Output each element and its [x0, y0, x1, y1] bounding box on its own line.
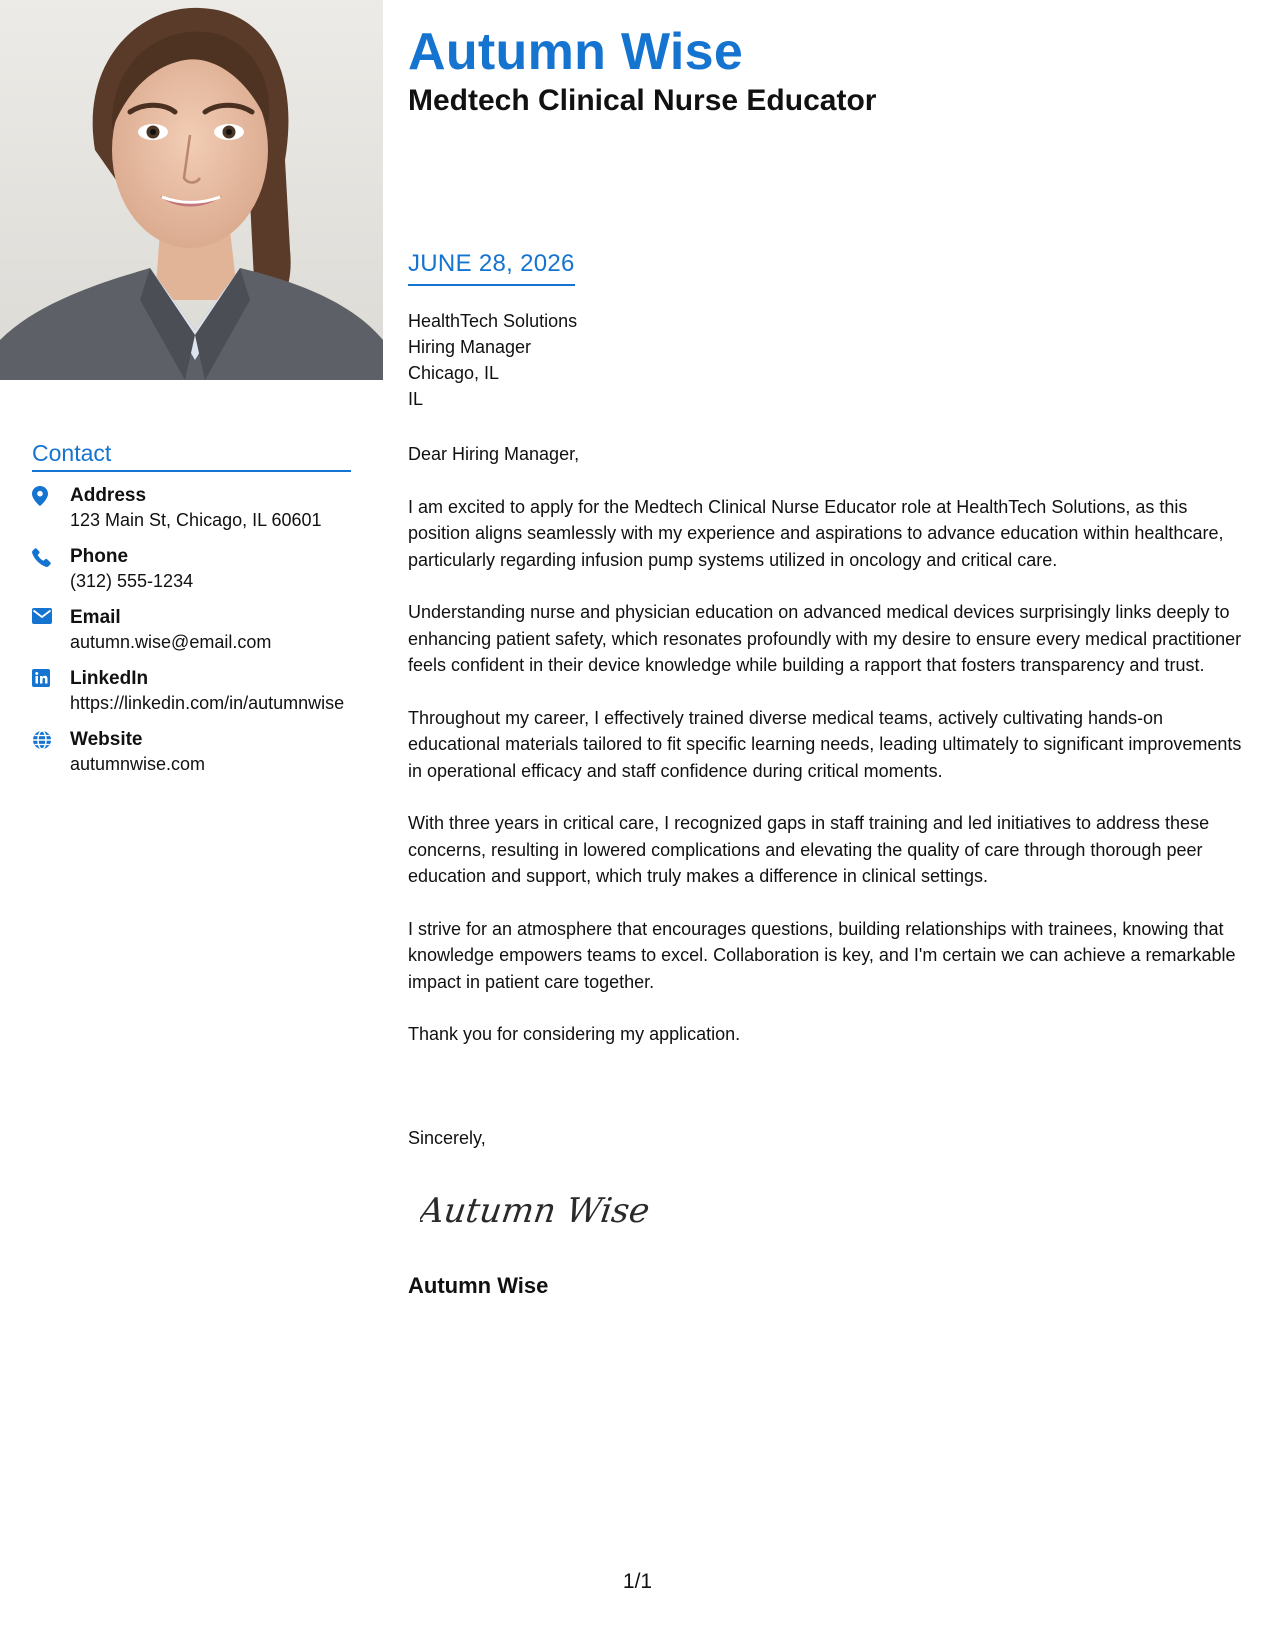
- contact-item-linkedin: [32, 667, 352, 715]
- contact-label: Phone: [70, 546, 129, 567]
- address-value: 123 Main St, Chicago, IL 60601: [70, 510, 322, 530]
- linkedin-icon: [32, 667, 70, 715]
- letter-paragraph: Thank you for considering my application.: [408, 1024, 741, 1044]
- signature-name: Autumn Wise: [408, 1273, 549, 1298]
- contact-list: [32, 484, 352, 789]
- recipient-city: Chicago, IL: [408, 363, 500, 383]
- website-link[interactable]: autumnwise.com: [70, 754, 206, 774]
- letter-body: [408, 441, 1253, 1074]
- contact-heading: Contact: [32, 440, 351, 472]
- contact-item-email: [32, 606, 352, 654]
- envelope-icon: [32, 606, 70, 654]
- email-value[interactable]: autumn.wise@email.com: [70, 632, 272, 652]
- recipient-company: HealthTech Solutions: [408, 311, 578, 331]
- contact-item-phone: [32, 545, 352, 593]
- linkedin-link[interactable]: https://linkedin.com/in/autumnwise: [70, 693, 345, 713]
- handwritten-signature: [420, 1180, 660, 1245]
- letter-paragraph: I am excited to apply for the Medtech Clinical Nurse Educator role at HealthTech Solutions, as this position aligns seamlessly with my experience and aspirations to advance education within healthcare, particularly regarding infusion pump systems utilized in oncology and critical care.: [408, 496, 1224, 570]
- letter-date: JUNE 28, 2026: [408, 250, 575, 286]
- page-number: 1/1: [622, 1570, 653, 1593]
- globe-icon: [32, 728, 70, 776]
- closing: Sincerely,: [408, 1128, 486, 1148]
- location-pin-icon: [32, 484, 70, 532]
- salutation: Dear Hiring Manager,: [408, 444, 580, 464]
- contact-label: Website: [70, 729, 143, 750]
- contact-label: Address: [70, 485, 147, 506]
- recipient-state: IL: [408, 389, 424, 409]
- contact-item-website: [32, 728, 352, 776]
- letter-paragraph: Throughout my career, I effectively trained diverse medical teams, actively cultivating hands-on educational materials tailored to fit specific learning needs, leading ultimately to significant improvements in operational efficacy and staff confidence during critical moments.: [408, 707, 1242, 781]
- contact-label: Email: [70, 607, 121, 628]
- contact-item-address: [32, 484, 352, 532]
- recipient-block: [408, 308, 577, 412]
- contact-label: LinkedIn: [70, 668, 149, 689]
- letter-paragraph: With three years in critical care, I recognized gaps in staff training and led initiatives to address these concerns, resulting in lowered complications and elevating the quality of care through thorough peer education and support, which truly makes a difference in clinical settings.: [408, 813, 1210, 886]
- job-title: Medtech Clinical Nurse Educator: [408, 84, 877, 117]
- phone-value[interactable]: (312) 555-1234: [70, 571, 194, 591]
- candidate-name: Autumn Wise: [408, 23, 744, 81]
- recipient-role: Hiring Manager: [408, 337, 532, 357]
- letter-paragraph: Understanding nurse and physician education on advanced medical devices surprisingly links deeply to enhancing patient safety, which resonates profoundly with my desire to ensure every medical practitioner feels confident in their device knowledge while building a rapport that fosters transparency and trust.: [408, 602, 1242, 675]
- letter-paragraph: I strive for an atmosphere that encourages questions, building relationships with trainees, knowing that knowledge empowers teams to excel. Collaboration is key, and I'm certain we can achieve a remarkable impact in patient care together.: [408, 918, 1236, 992]
- phone-icon: [32, 545, 70, 593]
- svg-text:Autumn Wise: Autumn Wise: [420, 1191, 653, 1231]
- profile-photo: [0, 0, 383, 380]
